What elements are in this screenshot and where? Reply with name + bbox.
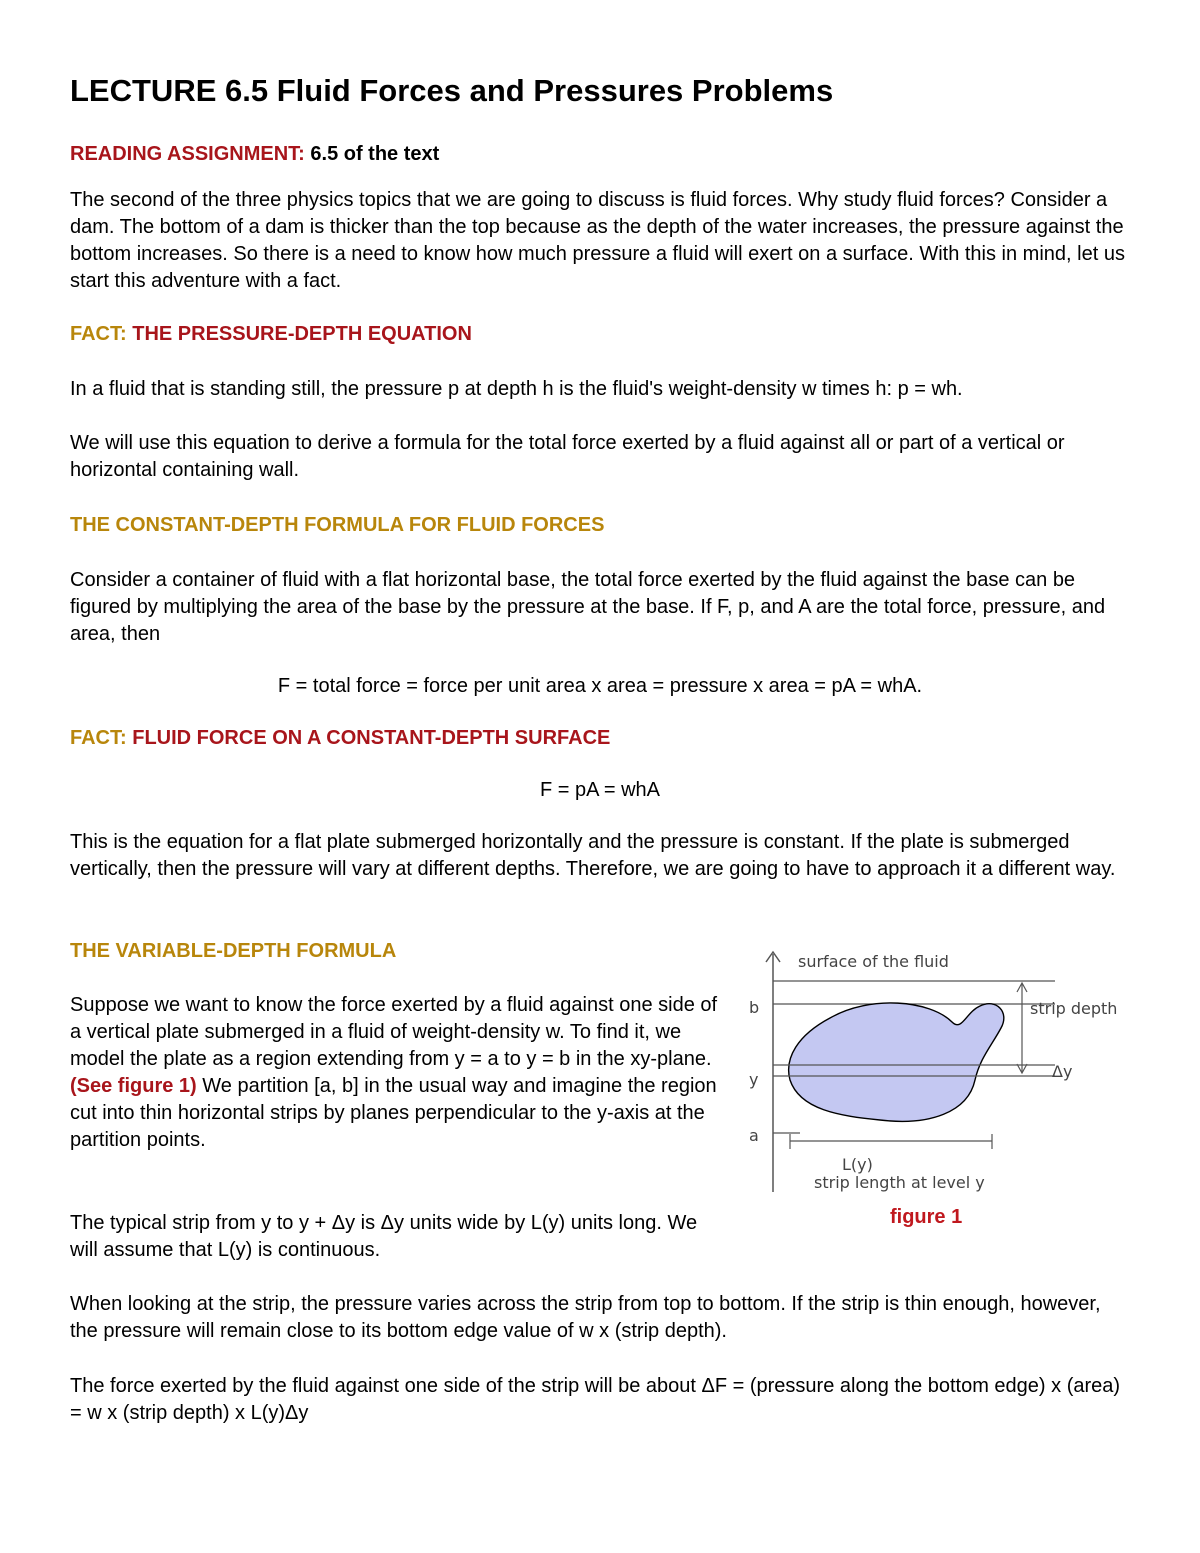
reading-assignment (70, 141, 439, 168)
fact2-label: FACT: (70, 727, 127, 749)
derive-paragraph: We will use this equation to derive a formula for the total force exerted by a fluid against all or part of a vertical or horizontal containing wall. (70, 432, 1065, 481)
variable-depth-heading: THE VARIABLE-DEPTH FORMULA (70, 940, 397, 962)
fact1-title: THE PRESSURE-DEPTH EQUATION (126, 323, 472, 345)
strip-paragraph: The typical strip from y to y + Δy is Δy units wide by L(y) units long. We will assume that L(y) is continuous. (70, 1212, 698, 1261)
fact1-label: FACT: (70, 323, 127, 345)
constant-depth-paragraph: Consider a container of fluid with a flat horizontal base, the total force exerted by the fluid against the base can be figured by multiplying the area of the base by the pressure at the base. If F, p, and A are the total force, pressure, and area, then (70, 569, 1106, 645)
submerged-plate-shape (789, 1003, 1004, 1121)
constant-depth-heading: THE CONSTANT-DEPTH FORMULA FOR FLUID FORCES (70, 514, 605, 536)
reading-text: 6.5 of the text (304, 143, 440, 165)
figure-1-diagram (730, 940, 1150, 1200)
fact2-heading (70, 725, 610, 752)
equation-total-force: F = total force = force per unit area x area = pressure x area = pA = whA. (277, 675, 923, 697)
b-label: b (749, 998, 760, 1017)
y-label: y (749, 1070, 759, 1089)
equation-constant-depth: F = pA = whA (539, 779, 661, 801)
a-label: a (749, 1126, 759, 1145)
delta-y-label: Δy (1052, 1062, 1073, 1081)
suppose-paragraph (70, 992, 720, 1154)
strip-depth-label: strip depth (1030, 999, 1118, 1018)
page-title: LECTURE 6.5 Fluid Forces and Pressures Problems (70, 73, 834, 108)
strip-length-label: strip length at level y (814, 1173, 985, 1192)
figure-caption: figure 1 (890, 1206, 963, 1228)
intro-paragraph: The second of the three physics topics that we are going to discuss is fluid forces. Why study fluid forces? Consider a dam. The bottom of a dam is thicker than the top because as the depth of the water increases, the pressure against the bottom increases. So there is a need to know how much pressure a fluid will exert on a surface. With this in mind, let us start this adventure with a fact. (70, 189, 1125, 292)
surface-label: surface of the fluid (798, 952, 949, 971)
fact1-heading (70, 321, 472, 348)
suppose-text-a: Suppose we want to know the force exerted by a fluid against one side of a vertical plate submerged in a fluid of weight-density w. To find it, we model the plate as a region extending from y = a to y = b in the xy-plane. (70, 994, 718, 1070)
suppose-text-b: We partition [a, b] in the usual way and imagine the region cut into thin horizontal strips by planes perpendicular to the y-axis at the partition points. (70, 1075, 717, 1151)
force-paragraph: The force exerted by the fluid against one side of the strip will be about ΔF = (pressure along the bottom edge) x (area) = w x (strip depth) x L(y)Δy (70, 1375, 1121, 1424)
looking-paragraph: When looking at the strip, the pressure varies across the strip from top to bottom. If the strip is thin enough, however, the pressure will remain close to its bottom edge value of w x (strip depth). (70, 1293, 1101, 1342)
plate-paragraph: This is the equation for a flat plate submerged horizontally and the pressure is constant. If the plate is submerged vertically, then the pressure will vary at different depths. Therefore, we are going to have to approach it a different way. (70, 831, 1116, 880)
fact2-title: FLUID FORCE ON A CONSTANT-DEPTH SURFACE (126, 727, 611, 749)
see-figure-link: (See figure 1) (70, 1075, 197, 1097)
reading-label: READING ASSIGNMENT: (70, 143, 305, 165)
fact1-text: In a fluid that is standing still, the pressure p at depth h is the fluid's weight-density w times h: p = wh. (70, 378, 963, 400)
length-label: L(y) (842, 1155, 873, 1174)
